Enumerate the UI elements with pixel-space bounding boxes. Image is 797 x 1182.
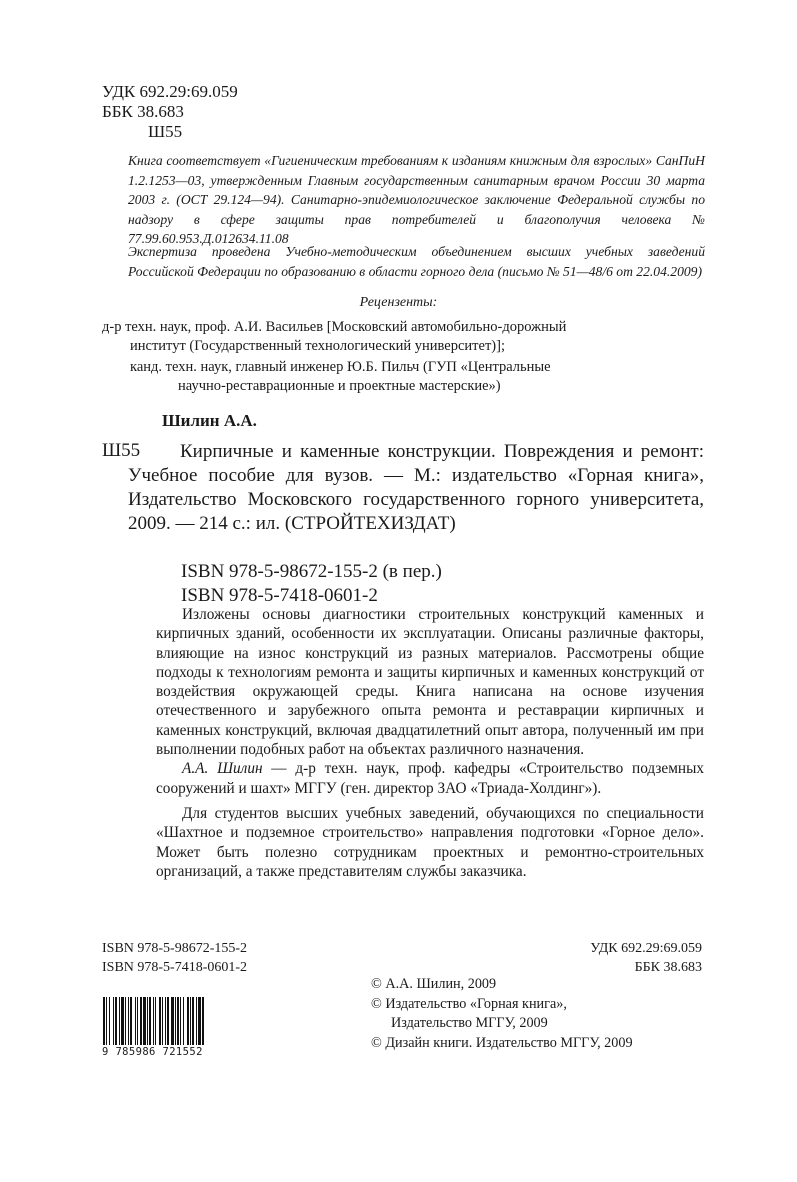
expertise-note: Экспертиза проведена Учебно-методическим объединением высших учебных заведений Российской Федерации по образованию в области горного дела (письмо № 51—48/6 от 22.04.2009) [128,244,705,279]
barcode-bar [177,997,179,1045]
reviewer-1-line-2: институт (Государственный технологический университет)]; [130,338,505,354]
book-code: Ш55 [102,440,141,461]
barcode-bar [198,997,201,1045]
barcode-bar [135,997,136,1045]
reviewer-2 [102,358,722,396]
reviewer-1 [102,318,722,356]
barcode-bar [153,997,154,1045]
barcode-icon [102,997,234,1049]
compliance-note: Книга соответствует «Гигиеническим требованиям к изданиям книжным для взрослых» СанПиН 1.2.1253—03, утвержденным Главным государственным санитарным врачом России 30 марта 2003 г. (ОСТ 29.124—94). Санитарно-эпидемиологическое заключение Федеральной службы по надзору в сфере защиты прав потребителей и благополучия человека № 77.99.60.953.Д.012634.11.08 [128,153,705,246]
barcode-bar [171,997,174,1045]
barcode-bar [121,997,124,1045]
copyright-publisher: © Издательство «Горная книга», [371,995,567,1012]
bbk-code: ББК 38.683 [102,102,184,121]
footer-bbk: ББК 38.683 [634,960,702,975]
book-author: Шилин А.А. [162,411,257,430]
barcode-bar [162,997,163,1045]
barcode-bar [106,997,107,1045]
barcode-bar [175,997,176,1045]
barcode-bar [167,997,169,1045]
copyright-block [371,975,633,1053]
reviewer-1-line-1: д-р техн. наук, проф. А.И. Васильев [Московский автомобильно-дорожный [102,319,567,335]
barcode-graphic [102,997,234,1045]
udk-code: УДК 692.29:69.059 [102,82,238,101]
barcode-bar [143,997,146,1045]
barcode-bar [192,997,194,1045]
barcode-bar [187,997,189,1045]
barcode-bar [115,997,117,1045]
barcode-bar [130,997,132,1045]
book-isbn-2: ISBN 978-5-7418-0601-2 [181,585,378,606]
footer-isbn-1: ISBN 978-5-98672-155-2 [102,941,248,956]
barcode-number: 9 785986 721552 [102,1046,203,1058]
barcode-bar [103,997,105,1045]
reviewer-2-line-2: научно-реставрационные и проектные мастерские») [178,378,501,394]
barcode-bar [119,997,120,1045]
barcode-bar [196,997,197,1045]
barcode-bar [183,997,184,1045]
annotation-paragraph-2 [156,759,704,798]
barcode-bar [180,997,181,1045]
classification-codes [102,82,238,142]
barcode-bar [125,997,126,1045]
annotation-author-info: — д-р техн. наук, проф. кафедры «Строительство подземных сооружений и шахт» МГГУ (ген. директор ЗАО «Триада-Холдинг»). [156,760,704,797]
annotation-paragraph-1: Изложены основы диагностики строительных конструкций каменных и кирпичных зданий, особенности их эксплуатации. Описаны различные факторы, влияющие на износ конструкций из разных материалов. Рассмотрены общие подходы к технологиям ремонта и защиты кирпичных и каменных конструкций от воздействия окружающей среды. Книга написана на основе изучения отечественного и зарубежного опыта ремонта и реставрации кирпичных и каменных конструкций, включая двадцатилетний опыт автора, полученный им при выполнении подобных работ на объектах различного назначения. [156,606,704,759]
book-isbn-block [181,560,442,608]
author-mark: Ш55 [148,122,183,141]
book-isbn-1: ISBN 978-5-98672-155-2 (в пер.) [181,561,442,582]
barcode-bar [147,997,148,1045]
annotation-author-name: А.А. Шилин [182,760,263,778]
footer-isbn-2: ISBN 978-5-7418-0601-2 [102,960,248,975]
barcode-bar [140,997,142,1045]
copyright-publisher-2: Издательство МГГУ, 2009 [391,1015,548,1031]
copyright-author: © А.А. Шилин, 2009 [371,976,497,992]
barcode-bar [137,997,138,1045]
reviewers-heading: Рецензенты: [359,295,438,310]
annotation [156,605,704,881]
barcode-bar [109,997,110,1045]
reviewer-2-line-1: канд. техн. наук, главный инженер Ю.Б. Пильч (ГУП «Центральные [130,359,551,375]
footer-udk: УДК 692.29:69.059 [590,941,702,956]
barcode-bar [128,997,129,1045]
book-description-text: Кирпичные и каменные конструкции. Повреждения и ремонт: Учебное пособие для вузов. — М.: издательство «Горная книга», Издательство Московского государственного горного университета, 2009. — 214 с.: ил. (СТРОЙТЕХИЗДАТ) [128,441,704,534]
footer-isbn-block [102,939,247,977]
book-description [128,440,704,536]
barcode-bar [155,997,156,1045]
barcode-bar [113,997,114,1045]
barcode-bar [202,997,204,1045]
copyright-design: © Дизайн книги. Издательство МГГУ, 2009 [371,1034,633,1051]
annotation-paragraph-3: Для студентов высших учебных заведений, обучающихся по специальности «Шахтное и подземное строительство» направления подготовки «Горное дело». Может быть полезно сотрудникам проектных и ремонтно-строительных организаций, а также представителям службы заказчика. [156,804,704,880]
footer-codes [520,939,702,977]
barcode-bar [149,997,151,1045]
barcode-bar [159,997,161,1045]
barcode-bar [190,997,191,1045]
barcode-bar [165,997,166,1045]
